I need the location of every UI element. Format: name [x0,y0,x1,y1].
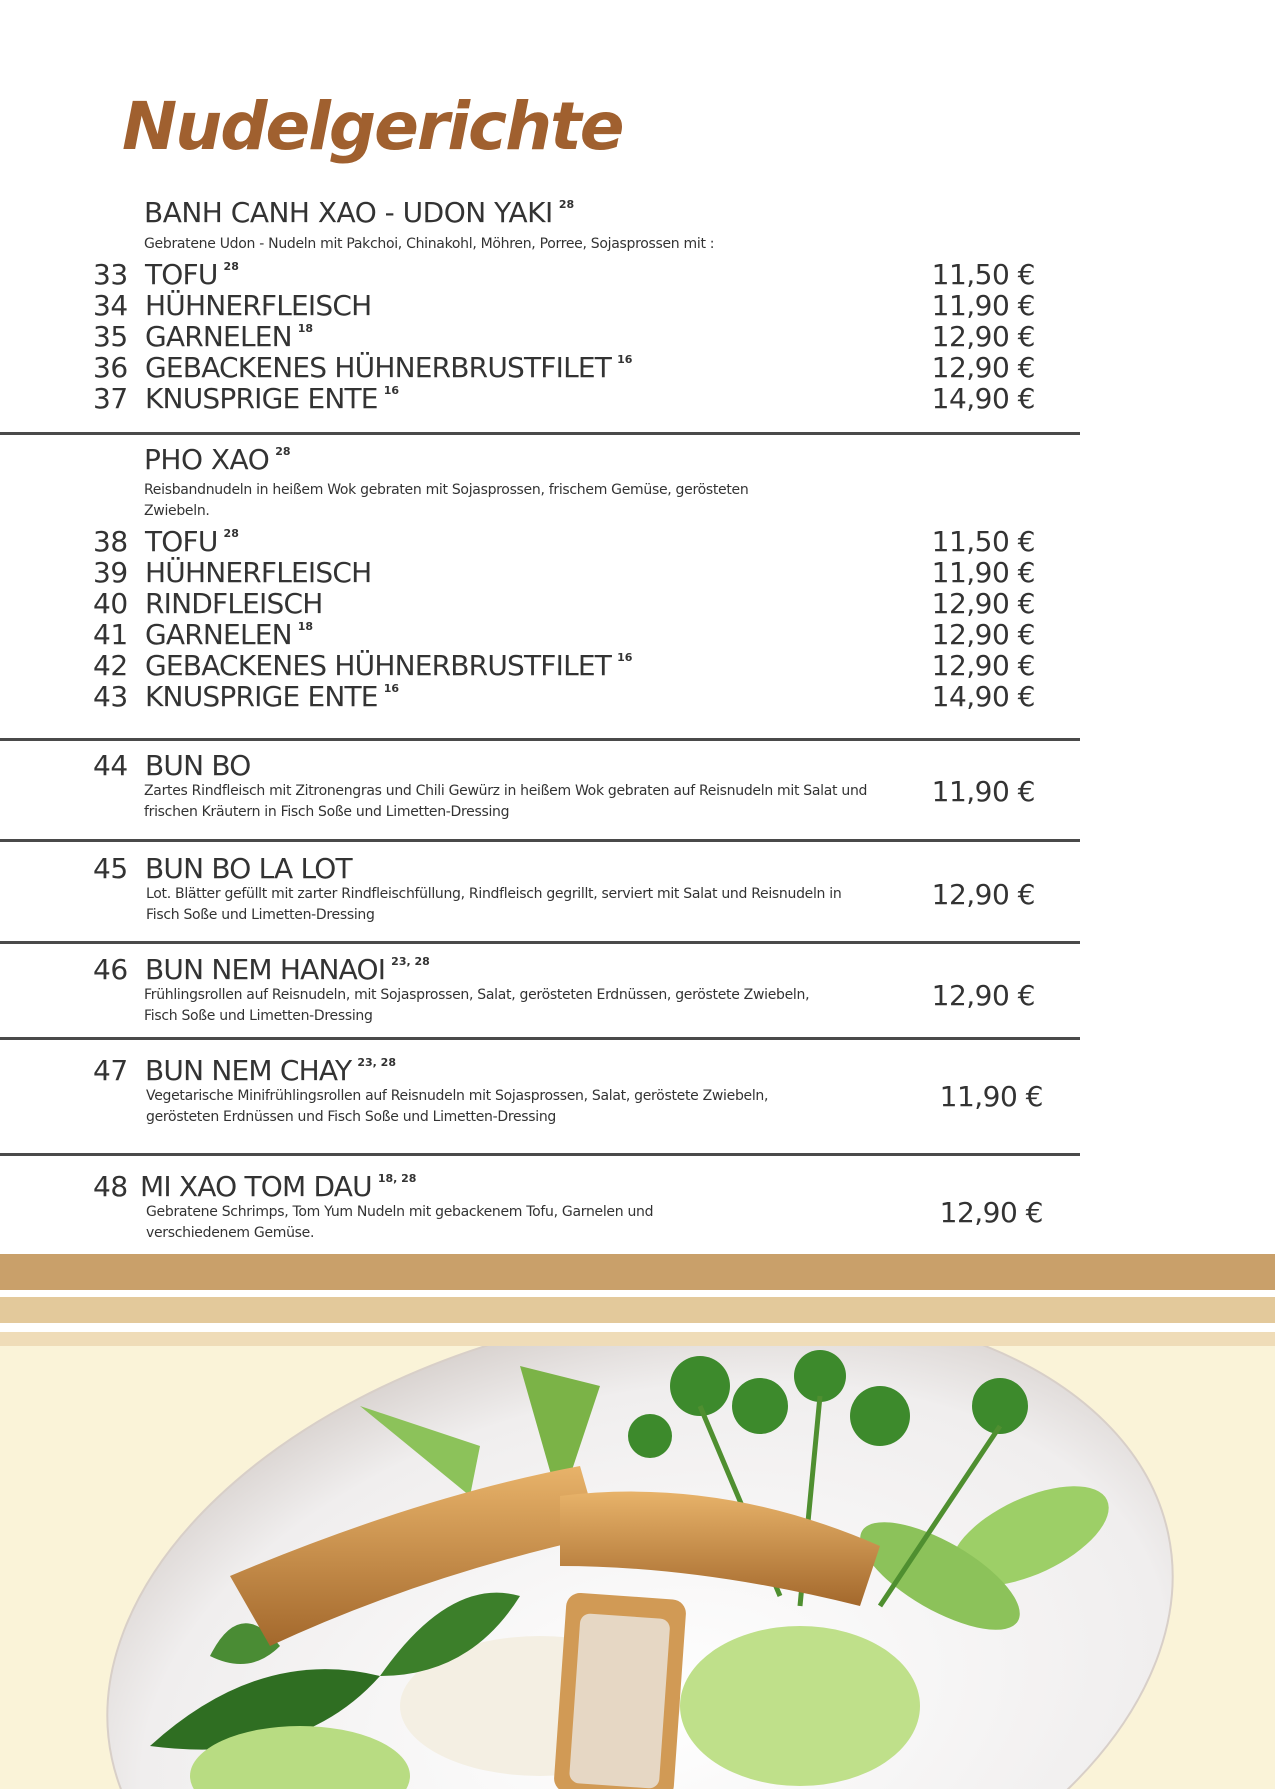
item-name: RINDFLEISCH [145,587,323,620]
menu-item [0,649,1275,683]
item-price: 11,90 € [939,1080,1043,1113]
item-price: 11,90 € [931,775,1035,808]
menu-item [0,351,1275,385]
allergen-note: 23, 28 [357,1056,396,1069]
item-description: Lot. Blätter gefüllt mit zarter Rindfleischfüllung, Rindfleisch gegrillt, serviert mit Salat und Reisnudeln in Fisch Soße und Limetten-Dressing [146,886,842,923]
item-name: BUN NEM CHAY $^{23, 28}$ [145,1054,396,1087]
menu-item [0,618,1275,652]
item-price: 12,90 € [939,1196,1043,1229]
section-heading-text: BANH CANH XAO - UDON YAKI [144,196,553,229]
item-number: 40 [93,587,128,620]
item-name: GEBACKENES HÜHNERBRUSTFILET $^{16}$ [145,351,633,384]
item-name: KNUSPRIGE ENTE $^{16}$ [145,680,400,713]
food-photo-area [0,1346,1275,1789]
item-price: 11,50 € [931,258,1035,291]
decor-band [0,1254,1275,1290]
section-divider [0,941,1080,944]
item-name: MI XAO TOM DAU $^{18, 28}$ [140,1170,417,1203]
item-price: 12,90 € [931,587,1035,620]
item-number: 46 [93,953,128,986]
item-name: BUN BO LA LOT [145,852,352,885]
allergen-note: 16 [383,384,400,397]
item-price: 12,90 € [931,618,1035,651]
allergen-note: 28 [223,260,239,273]
item-name: GARNELEN $^{18}$ [145,618,314,651]
item-price: 14,90 € [931,382,1035,415]
item-name: HÜHNERFLEISCH [145,289,372,322]
item-number: 41 [93,618,128,651]
item-name: BUN BO [145,749,251,782]
item-number: 37 [93,382,128,415]
item-number: 45 [93,852,128,885]
item-name: TOFU $^{28}$ [145,525,239,558]
item-number: 35 [93,320,128,353]
allergen-note: 16 [383,682,400,695]
item-number: 43 [93,680,128,713]
decor-band [0,1297,1275,1323]
menu-item [0,587,1275,621]
item-name: TOFU $^{28}$ [145,258,239,291]
item-name: HÜHNERFLEISCH [145,556,372,589]
menu-item [0,320,1275,354]
allergen-note: 16 [617,651,633,664]
item-description: Gebratene Schrimps, Tom Yum Nudeln mit gebackenem Tofu, Garnelen und verschiedenem Gemüse. [146,1204,654,1241]
page-title: Nudelgerichte [122,88,623,165]
section-description: Gebratene Udon - Nudeln mit Pakchoi, Chinakohl, Möhren, Porree, Sojasprossen mit : [144,236,715,252]
item-name: GARNELEN $^{18}$ [145,320,314,353]
allergen-note: 18 [297,620,314,633]
menu-item [0,289,1275,323]
menu-item [0,556,1275,590]
item-price: 11,90 € [931,289,1035,322]
item-price: 12,90 € [931,320,1035,353]
section-divider [0,1153,1080,1156]
allergen-note: 28 [223,527,239,540]
allergen-note: 28 [275,445,291,458]
item-price: 12,90 € [931,878,1035,911]
item-name: KNUSPRIGE ENTE $^{16}$ [145,382,400,415]
allergen-note: 28 [558,198,575,211]
item-description: Vegetarische Minifrühlingsrollen auf Reisnudeln mit Sojasprossen, Salat, geröstete Zwiebeln, gerösteten Erdnüssen und Fisch Soße und Limetten-Dressing [146,1088,769,1125]
section-divider [0,432,1080,435]
allergen-note: 16 [617,353,633,366]
item-number: 36 [93,351,128,384]
menu-item [0,680,1275,714]
section-divider [0,839,1080,842]
allergen-note: 18, 28 [377,1172,417,1185]
item-number: 47 [93,1054,128,1087]
item-description: Frühlingsrollen auf Reisnudeln, mit Sojasprossen, Salat, gerösteten Erdnüssen, geröstete Zwiebeln, Fisch Soße und Limetten-Dressing [144,987,810,1024]
section-heading-udon-yaki [144,196,574,229]
item-price: 11,90 € [931,556,1035,589]
menu-item [0,258,1275,292]
item-number: 34 [93,289,128,322]
item-description: Zartes Rindfleisch mit Zitronengras und Chili Gewürz in heißem Wok gebraten auf Reisnudeln mit Salat und frischen Kräutern in Fisch Soße und Limetten-Dressing [144,783,868,820]
section-description: Reisbandnudeln in heißem Wok gebraten mit Sojasprossen, frischem Gemüse, gerösteten Zwiebeln. [144,482,749,519]
item-price: 12,90 € [931,649,1035,682]
decor-band [0,1332,1275,1346]
section-heading-text: PHO XAO [144,443,270,476]
item-name: BUN NEM HANAOI $^{23, 28}$ [145,953,430,986]
item-price: 12,90 € [931,351,1035,384]
item-price: 12,90 € [931,979,1035,1012]
item-number: 39 [93,556,128,589]
item-price: 14,90 € [931,680,1035,713]
item-number: 38 [93,525,128,558]
item-number: 48 [93,1170,128,1203]
section-divider [0,738,1080,741]
item-number: 33 [93,258,128,291]
allergen-note: 23, 28 [391,955,430,968]
item-name: GEBACKENES HÜHNERBRUSTFILET $^{16}$ [145,649,633,682]
menu-item [0,525,1275,559]
item-number: 42 [93,649,128,682]
item-price: 11,50 € [931,525,1035,558]
menu-item [0,382,1275,416]
food-plate-illustration [0,1346,1275,1789]
item-number: 44 [93,749,128,782]
section-heading-pho-xao [144,443,291,476]
section-divider [0,1037,1080,1040]
allergen-note: 18 [297,322,314,335]
